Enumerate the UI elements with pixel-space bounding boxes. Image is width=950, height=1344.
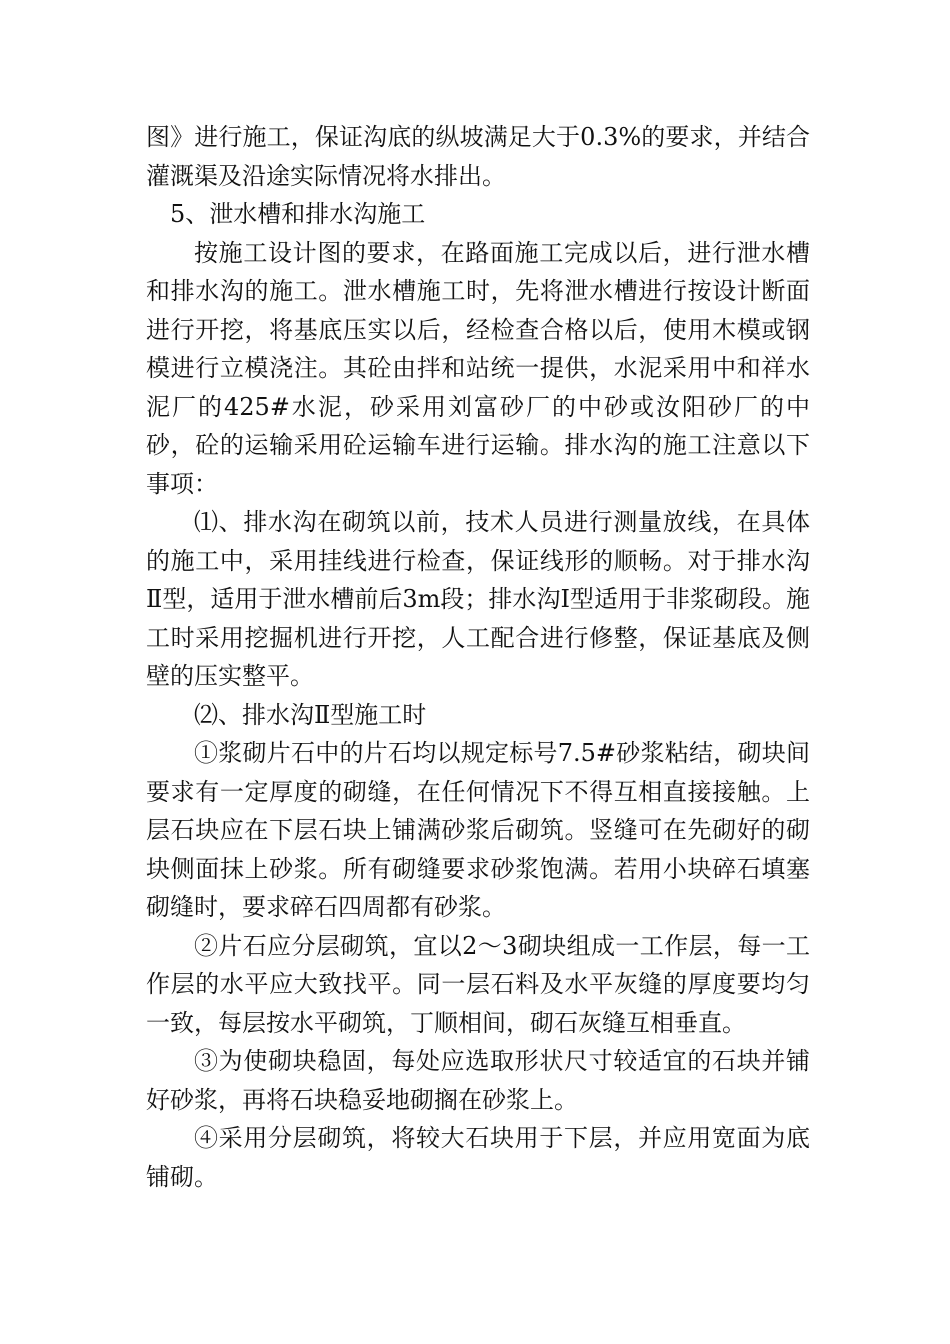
paragraph-drainage-outlet: 图》进行施工，保证沟底的纵坡满足大于0.3%的要求，并结合灌溉渠及沿途实际情况将水排出。 <box>146 123 810 190</box>
document-body <box>146 118 810 1196</box>
paragraph-step-2: ②片石应分层砌筑，宜以2～3砌块组成一工作层，每一工作层的水平应大致找平。同一层石料及水平灰缝的厚度要均匀一致，每层按水平砌筑，丁顺相间，砌石灰缝互相垂直。 <box>146 931 810 1037</box>
paragraph-item-1: ⑴、排水沟在砌筑以前，技术人员进行测量放线，在具体的施工中，采用挂线进行检查，保证线形的顺畅。对于排水沟Ⅱ型，适用于泄水槽前后3m段；排水沟Ⅰ型适用于非浆砌段。施工时采用挖掘机进行开挖，人工配合进行修整，保证基底及侧壁的压实整平。 <box>146 508 810 690</box>
paragraph-construction: 按施工设计图的要求，在路面施工完成以后，进行泄水槽和排水沟的施工。泄水槽施工时，先将泄水槽进行按设计断面进行开挖，将基底压实以后，经检查合格以后，使用木模或钢模进行立模浇注。其砼由拌和站统一提供，水泥采用中和祥水泥厂的425#水泥，砂采用刘富砂厂的中砂或汝阳砂厂的中砂，砼的运输采用砼运输车进行运输。排水沟的施工注意以下事项： <box>146 238 810 498</box>
paragraph-step-4: ④采用分层砌筑，将较大石块用于下层，并应用宽面为底铺砌。 <box>146 1124 810 1191</box>
paragraph-item-2: ⑵、排水沟Ⅱ型施工时 <box>194 700 427 729</box>
paragraph-step-1: ①浆砌片石中的片石均以规定标号7.5#砂浆粘结，砌块间要求有一定厚度的砌缝，在任何情况下不得互相直接接触。上层石块应在下层石块上铺满砂浆后砌筑。竖缝可在先砌好的砌块侧面抹上砂浆。所有砌缝要求砂浆饱满。若用小块碎石填塞砌缝时，要求碎石四周都有砂浆。 <box>146 739 810 921</box>
paragraph-step-3: ③为使砌块稳固，每处应选取形状尺寸较适宜的石块并铺好砂浆，再将石块稳妥地砌搁在砂浆上。 <box>146 1047 810 1114</box>
section-heading: 5、泄水槽和排水沟施工 <box>170 200 426 228</box>
